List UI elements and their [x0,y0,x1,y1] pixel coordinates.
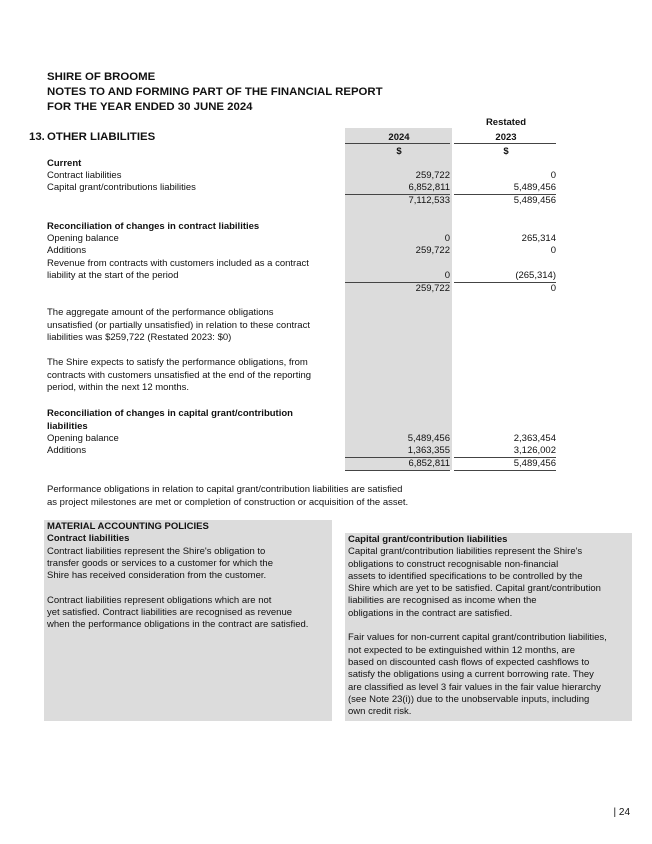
contract-liabilities-heading: Contract liabilities [47,533,130,545]
table-row: liability at the start of the period 0 (265,314) [47,270,556,281]
col-2024-header: 2024 [388,132,410,143]
current-heading: Current [47,158,82,169]
header-rule-2024 [345,143,450,144]
performance-note: Performance obligations in relation to capital grant/contribution liabilities are satisfied as project milestones are met or completion of construction or acquisition of the asset. [47,484,409,508]
table-row: Opening balance 0 265,314 [47,233,556,244]
col-2023-unit: $ [503,146,509,157]
table-row: Additions 1,363,355 3,126,002 [47,445,556,456]
current-heading-row [47,158,556,170]
report-title: NOTES TO AND FORMING PART OF THE FINANCIAL REPORT [47,86,383,98]
capital-recon-heading-row: Reconciliation of changes in capital grant/contribution [47,408,293,419]
capital-recon-total-row: 6,852,811 5,489,456 [408,458,556,469]
report-header [47,70,383,115]
policies-title: MATERIAL ACCOUNTING POLICIES [47,521,209,532]
restated-label: Restated [485,117,527,128]
capital-recon-heading-row-2: liabilities [47,421,88,432]
note-number: 13. [29,131,45,143]
table-row: Opening balance 5,489,456 2,363,454 [47,433,556,444]
performance-obligations-paragraph: The aggregate amount of the performance obligations unsatisfied (or partially unsatisfied) in relation to these contract liabilities was $259,722 (Restated 2023: $0) [47,307,310,343]
table-row: Capital grant/contributions liabilities 6,852,811 5,489,456 [47,182,556,193]
table-row: Additions 259,722 0 [47,245,556,256]
current-total-row: 7,112,533 5,489,456 [408,195,556,206]
contract-recon-total-row: 259,722 0 [415,283,556,294]
total-rule [345,470,450,471]
report-period: FOR THE YEAR ENDED 30 JUNE 2024 [47,101,253,113]
col-2024-unit: $ [396,146,402,157]
table-row: Contract liabilities 259,722 0 [47,170,556,181]
header-rule-2023 [454,143,556,144]
policies-right-panel: Capital grant/contribution liabilities Capital grant/contribution liabilities represent the Shire's obligations to construct recognisable non-financial assets to identified specifications to be controlled by the Shire which are yet to be satisfied. Capital grant/contribution liabilities are recognised as income when the obligations in the contract are satisfied. Fair values for non-current capital grant/contribution liabilities, not expected to be extinguished within 12 months, are based on discounted cash flows of expected cashflows to satisfy the obligations using a current borrowing rate. They are classified as level 3 fair values in the fair value hierarchy (see Note 23(i)) due to the unobservable inputs, including own credit risk. [345,533,632,721]
note-title: OTHER LIABILITIES [47,131,156,143]
entity-name: SHIRE OF BROOME [47,71,156,83]
capital-grant-heading: Capital grant/contribution liabilities [348,534,508,545]
table-row: Revenue from contracts with customers included as a contract [47,258,309,269]
total-rule [454,470,556,471]
col-2023-header: 2023 [495,132,517,143]
page-number: | 24 [613,807,630,818]
policies-left-panel: MATERIAL ACCOUNTING POLICIES Contract liabilities Contract liabilities represent the Shire's obligation to transfer goods or services to a customer for which the Shire has received consideration from the customer. Contract liabilities represent obligations which are not yet satisfied. Contract liabilities are recognised as revenue when the performance obligations in the contract are satisfied. [44,520,332,721]
contract-recon-heading-row: Reconciliation of changes in contract liabilities [47,221,260,232]
expected-satisfaction-paragraph: The Shire expects to satisfy the performance obligations, from contracts with customers unsatisfied at the end of the reporting period, within the next 12 months. [47,357,312,393]
